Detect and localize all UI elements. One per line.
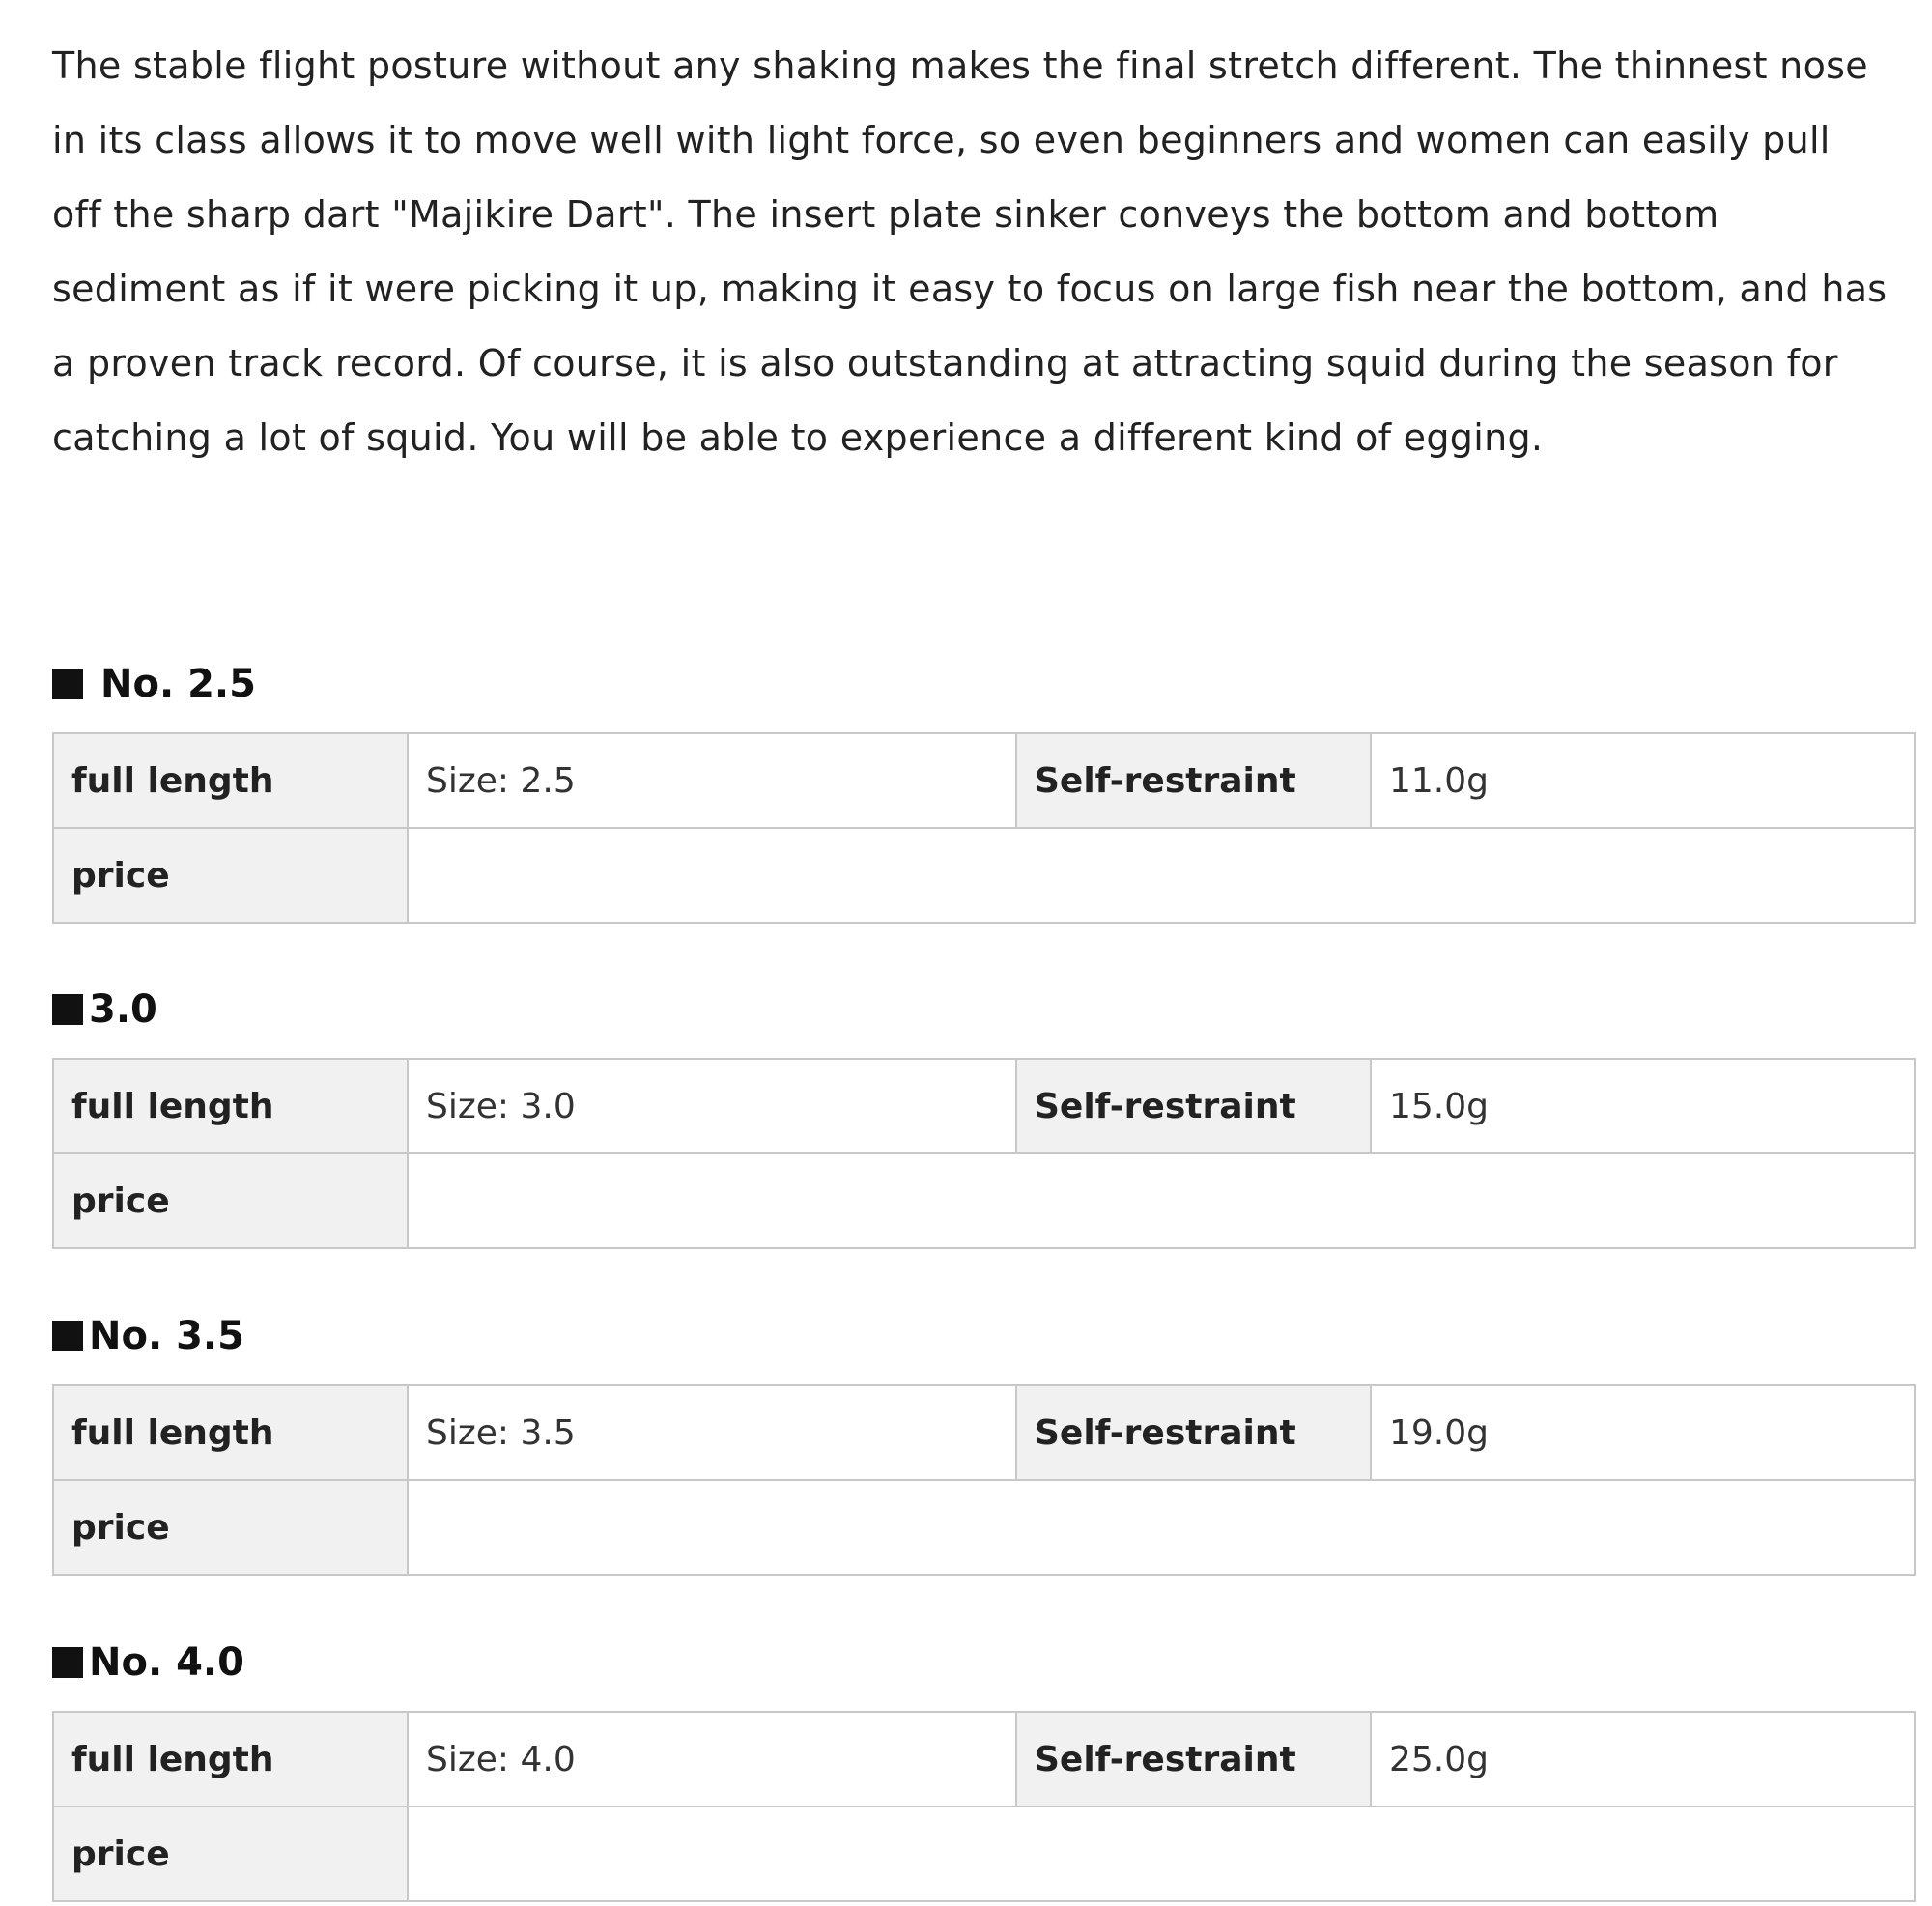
price-value xyxy=(408,1806,1915,1901)
size-value: Size: 3.5 xyxy=(408,1385,1016,1480)
section-title xyxy=(52,1638,1914,1687)
full-length-label: full length xyxy=(53,1059,408,1153)
spec-table xyxy=(52,1384,1916,1576)
full-length-label: full length xyxy=(53,1712,408,1806)
weight-label: Self-restraint xyxy=(1016,1712,1371,1806)
weight-value: 19.0g xyxy=(1371,1385,1915,1480)
table-row xyxy=(53,1059,1915,1153)
weight-value: 25.0g xyxy=(1371,1712,1915,1806)
weight-value: 11.0g xyxy=(1371,733,1915,828)
section-title xyxy=(52,985,1914,1034)
weight-label: Self-restraint xyxy=(1016,1059,1371,1153)
table-row xyxy=(53,1480,1915,1575)
weight-value: 15.0g xyxy=(1371,1059,1915,1153)
price-value xyxy=(408,828,1915,923)
table-row xyxy=(53,1385,1915,1480)
black-square-icon xyxy=(52,1321,83,1351)
table-row xyxy=(53,1806,1915,1901)
description-line: The stable flight posture without any shaking makes the final stretch different. The thinnest nose xyxy=(52,44,1868,87)
section-title xyxy=(52,660,1914,708)
table-row xyxy=(53,1153,1915,1248)
description-line: catching a lot of squid. You will be able to experience a different kind of egging. xyxy=(52,416,1544,459)
description-line: in its class allows it to move well with light force, so even beginners and women can easily pull xyxy=(52,119,1831,161)
price-label: price xyxy=(53,1806,408,1901)
price-value xyxy=(408,1153,1915,1248)
price-label: price xyxy=(53,1153,408,1248)
table-row xyxy=(53,1712,1915,1806)
spec-section-3-0 xyxy=(52,985,1914,1249)
spec-table xyxy=(52,1058,1916,1249)
spec-section-2-5 xyxy=(52,660,1914,924)
section-title-text: 3.0 xyxy=(89,987,157,1032)
section-title-text: No. 3.5 xyxy=(89,1314,244,1358)
size-value: Size: 2.5 xyxy=(408,733,1016,828)
product-description xyxy=(52,29,1932,475)
section-title-text: No. 2.5 xyxy=(100,662,256,706)
weight-label: Self-restraint xyxy=(1016,733,1371,828)
spec-table xyxy=(52,732,1916,924)
table-row xyxy=(53,733,1915,828)
full-length-label: full length xyxy=(53,1385,408,1480)
weight-label: Self-restraint xyxy=(1016,1385,1371,1480)
spec-section-4-0 xyxy=(52,1638,1914,1902)
black-square-icon xyxy=(52,1647,83,1678)
black-square-icon xyxy=(52,994,83,1025)
table-row xyxy=(53,828,1915,923)
size-value: Size: 4.0 xyxy=(408,1712,1016,1806)
black-square-icon xyxy=(52,669,83,699)
section-title xyxy=(52,1312,1914,1360)
price-label: price xyxy=(53,828,408,923)
description-line: sediment as if it were picking it up, making it easy to focus on large fish near the bottom, and has xyxy=(52,268,1888,310)
size-value: Size: 3.0 xyxy=(408,1059,1016,1153)
description-line: off the sharp dart "Majikire Dart". The insert plate sinker conveys the bottom and bottom xyxy=(52,193,1719,236)
description-line: a proven track record. Of course, it is also outstanding at attracting squid during the season for xyxy=(52,342,1838,384)
spec-table xyxy=(52,1711,1916,1902)
section-title-text: No. 4.0 xyxy=(89,1640,244,1685)
price-value xyxy=(408,1480,1915,1575)
full-length-label: full length xyxy=(53,733,408,828)
price-label: price xyxy=(53,1480,408,1575)
spec-section-3-5 xyxy=(52,1312,1914,1576)
